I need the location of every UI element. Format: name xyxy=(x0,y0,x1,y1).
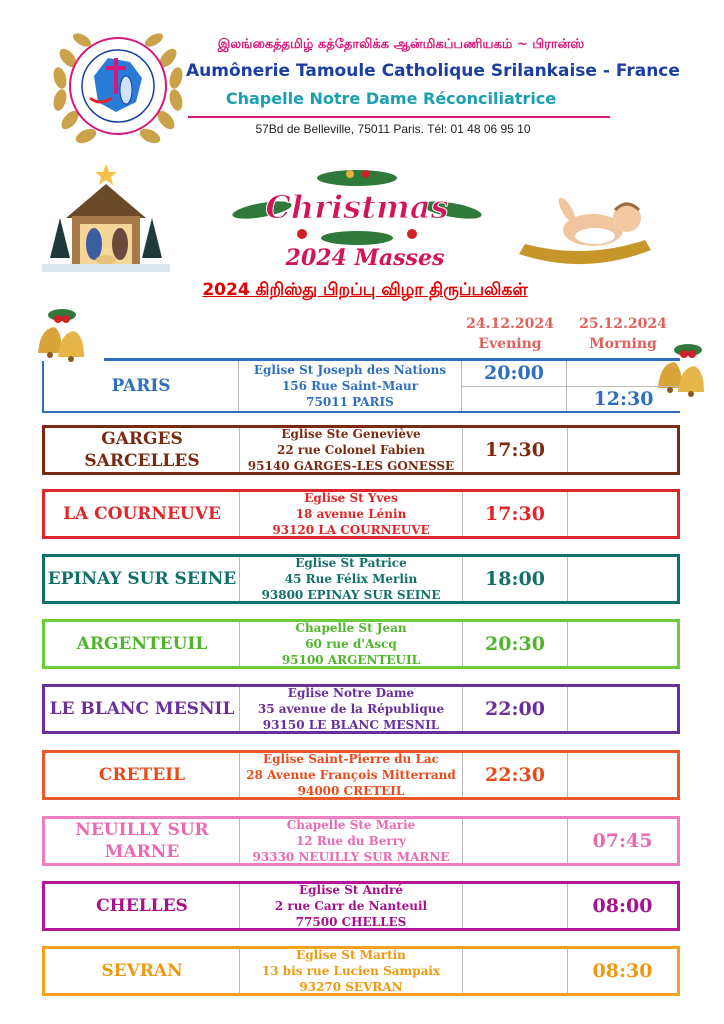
evening-time: 20:30 xyxy=(463,622,568,666)
address-line: 57Bd de Belleville, 75011 Paris. Tél: 01 48 06 95 10 xyxy=(255,122,531,136)
mass-row-argenteuil xyxy=(42,619,680,669)
church-zip: 93270 SEVRAN xyxy=(299,980,403,994)
church-address xyxy=(239,753,463,797)
mass-row-la-courneuve xyxy=(42,489,680,539)
church-name: Eglise Ste Geneviève xyxy=(281,427,421,441)
church-street: 60 rue d'Ascq xyxy=(305,637,397,651)
morning-time xyxy=(568,687,677,731)
evening-time xyxy=(463,819,568,863)
church-street: 13 bis rue Lucien Sampaix xyxy=(261,964,441,978)
mass-row-garges-sarcelles xyxy=(42,425,680,475)
organization-title: Aumônerie Tamoule Catholique Srilankaise - France xyxy=(186,61,680,81)
city-name: NEUILLY SUR MARNE xyxy=(75,820,209,862)
christmas-banner-image xyxy=(232,162,482,252)
morning-label: Morning xyxy=(589,336,657,352)
church-name: Eglise St Joseph des Nations xyxy=(253,363,447,377)
church-address xyxy=(239,884,463,928)
city-name: ARGENTEUIL xyxy=(76,634,208,654)
city-name: EPINAY SUR SEINE xyxy=(47,569,237,589)
morning-time xyxy=(568,428,677,472)
christmas-title: Christmas xyxy=(265,188,449,226)
church-zip: 95140 GARGES-LES GONESSE xyxy=(247,459,455,473)
mass-row-chelles xyxy=(42,881,680,931)
morning-time xyxy=(568,622,677,666)
church-address xyxy=(239,819,463,863)
church-name: Eglise St André xyxy=(299,883,403,897)
church-address xyxy=(239,949,463,993)
baby-jesus-image xyxy=(515,180,655,270)
church-zip: 93800 EPINAY SUR SEINE xyxy=(261,588,441,602)
church-street: 2 rue Carr de Nanteuil xyxy=(274,899,428,913)
church-name: Chapelle Ste Marie xyxy=(286,818,416,832)
evening-time: 22:30 xyxy=(463,753,568,797)
church-zip: 75011 PARIS xyxy=(306,395,394,409)
morning-date: 25.12.2024 xyxy=(579,316,667,332)
morning-time-cell xyxy=(567,361,680,411)
evening-time xyxy=(463,884,568,928)
evening-column-header xyxy=(458,314,562,354)
morning-time xyxy=(568,492,677,536)
church-zip: 95100 ARGENTEUIL xyxy=(281,653,421,667)
church-address xyxy=(238,361,462,411)
church-street: 45 Rue Félix Merlin xyxy=(284,572,418,586)
morning-time xyxy=(568,557,677,601)
church-street: 18 avenue Lénin xyxy=(295,507,407,521)
church-street: 35 avenue de la République xyxy=(257,702,445,716)
morning-time: 08:00 xyxy=(592,895,653,917)
church-zip: 77500 CHELLES xyxy=(295,915,407,929)
city-name: CHELLES xyxy=(96,896,188,916)
church-address xyxy=(239,687,463,731)
chapel-name: Chapelle Notre Dame Réconciliatrice xyxy=(225,89,557,108)
morning-time: 07:45 xyxy=(592,830,653,852)
masses-title: 2024 Masses xyxy=(285,245,445,271)
church-address xyxy=(239,557,463,601)
church-zip: 93120 LA COURNEUVE xyxy=(272,523,430,537)
city-name: PARIS xyxy=(111,376,171,396)
city-name: SEVRAN xyxy=(101,961,183,981)
church-street: 22 rue Colonel Fabien xyxy=(277,443,425,457)
city-name: LA COURNEUVE xyxy=(63,504,221,524)
mass-row-creteil xyxy=(42,750,680,800)
nativity-scene-image xyxy=(36,158,176,278)
church-name: Eglise St Martin xyxy=(296,948,406,962)
church-street: 12 Rue du Berry xyxy=(295,834,407,848)
church-name: Eglise Saint-Pierre du Lac xyxy=(263,752,439,766)
tamil-title: இலங்கைத்தமிழ் கத்தோலிக்க ஆன்மிகப்பணியகம் ~ பிரான்ஸ் xyxy=(217,37,585,52)
church-zip: 93330 NEUILLY SUR MARNE xyxy=(252,850,450,864)
city-name: CRETEIL xyxy=(98,765,186,785)
header-divider xyxy=(188,116,610,118)
mass-row-sevran xyxy=(42,946,680,996)
evening-time: 18:00 xyxy=(463,557,568,601)
church-address xyxy=(239,622,463,666)
church-street: 28 Avenue François Mitterrand xyxy=(246,768,456,782)
mass-row-neuilly-sur-marne xyxy=(42,816,680,866)
church-name: Eglise St Patrice xyxy=(295,556,407,570)
church-name: Eglise Notre Dame xyxy=(287,686,415,700)
morning-time: 12:30 xyxy=(593,387,654,410)
evening-time-cell xyxy=(462,361,567,411)
church-address xyxy=(239,492,463,536)
evening-date: 24.12.2024 xyxy=(466,316,554,332)
city-name: GARGES SARCELLES xyxy=(84,429,200,471)
evening-time: 22:00 xyxy=(463,687,568,731)
church-address xyxy=(239,428,463,472)
mass-row-le-blanc-mesnil xyxy=(42,684,680,734)
mass-row-epinay-sur-seine xyxy=(42,554,680,604)
church-name: Eglise St Yves xyxy=(304,491,398,505)
mass-row-paris xyxy=(42,361,680,413)
evening-time: 17:30 xyxy=(463,428,568,472)
evening-time xyxy=(463,949,568,993)
city-name: LE BLANC MESNIL xyxy=(49,699,235,719)
evening-label: Evening xyxy=(478,336,542,352)
morning-time xyxy=(568,753,677,797)
christmas-bells-icon xyxy=(28,305,94,367)
tamil-subtitle: 2024 கிறிஸ்து பிறப்பு விழா திருப்பலிகள் xyxy=(202,280,528,300)
church-zip: 93150 LE BLANC MESNIL xyxy=(262,718,440,732)
evening-time: 20:00 xyxy=(462,361,566,387)
church-street: 156 Rue Saint-Maur xyxy=(281,379,419,393)
morning-time: 08:30 xyxy=(592,960,653,982)
chaplaincy-logo xyxy=(50,18,186,154)
church-zip: 94000 CRETEIL xyxy=(297,784,405,798)
morning-column-header xyxy=(564,314,682,354)
evening-time: 17:30 xyxy=(463,492,568,536)
church-name: Chapelle St Jean xyxy=(295,621,407,635)
